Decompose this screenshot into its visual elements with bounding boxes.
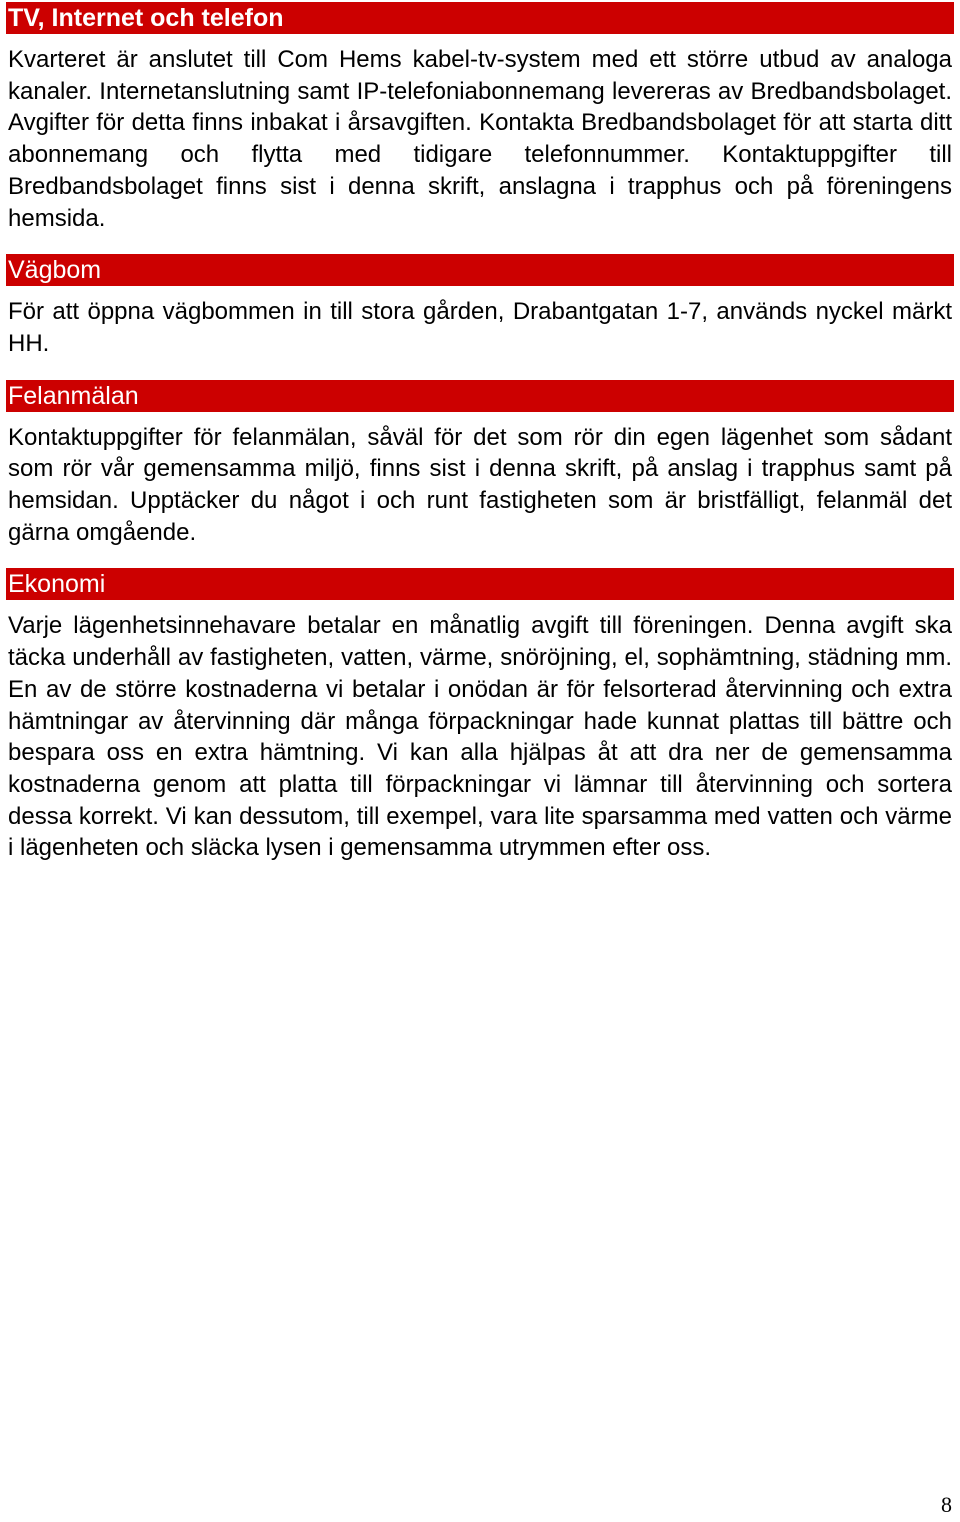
section-spacer bbox=[6, 360, 954, 380]
document-page bbox=[6, 2, 954, 864]
section-tv-internet-telefon bbox=[6, 2, 954, 234]
section-paragraph: Kvarteret är anslutet till Com Hems kabel-tv-system med ett större utbud av analoga kanaler. Internetanslutning samt IP-telefoniabonnemang levereras av Bredbandsbolaget. Avgifter för detta finns inbakat i årsavgiften. Kontakta Bredbandsbolaget för att starta ditt abonnemang och flytta med tidigare telefonnummer. Kontaktuppgifter till Bredbandsbolaget finns sist i denna skrift, anslagna i trapphus och på föreningens hemsida. bbox=[8, 46, 952, 232]
section-vagbom bbox=[6, 254, 954, 359]
page-number: 8 bbox=[941, 1492, 952, 1517]
section-ekonomi bbox=[6, 568, 954, 864]
section-paragraph: För att öppna vägbommen in till stora gården, Drabantgatan 1-7, används nyckel märkt HH. bbox=[8, 298, 952, 357]
section-spacer bbox=[6, 548, 954, 568]
section-felanmalan bbox=[6, 380, 954, 549]
section-heading: Vägbom bbox=[6, 254, 954, 286]
section-paragraph: Kontaktuppgifter för felanmälan, såväl för det som rör din egen lägenhet som sådant som rör vår gemensamma miljö, finns sist i denna skrift, på anslag i trapphus samt på hemsidan. Upptäcker du något i och runt fastigheten som är bristfälligt, felanmäl det gärna omgående. bbox=[8, 423, 952, 546]
section-paragraph: Varje lägenhetsinnehavare betalar en månatlig avgift till föreningen. Denna avgift ska täcka underhåll av fastigheten, vatten, värme, snöröjning, el, sophämtning, städning mm. En av de större kostnaderna vi betalar i onödan är för felsorterad återvinning och extra hämtningar av återvinning där många förpackningar hade kunnat plattas till bättre och bespara oss en extra hämtning. Vi kan alla hjälpas åt att dra ner de gemensamma kostnaderna genom att platta till förpackningar vi lämnar till återvinning och sortera dessa korrekt. Vi kan dessutom, till exempel, vara lite sparsamma med vatten och värme i lägenheten och släcka lysen i gemensamma utrymmen efter oss. bbox=[8, 612, 952, 862]
section-heading: Felanmälan bbox=[6, 380, 954, 412]
section-heading: Ekonomi bbox=[6, 568, 954, 600]
section-heading: TV, Internet och telefon bbox=[6, 2, 954, 34]
section-spacer bbox=[6, 234, 954, 254]
